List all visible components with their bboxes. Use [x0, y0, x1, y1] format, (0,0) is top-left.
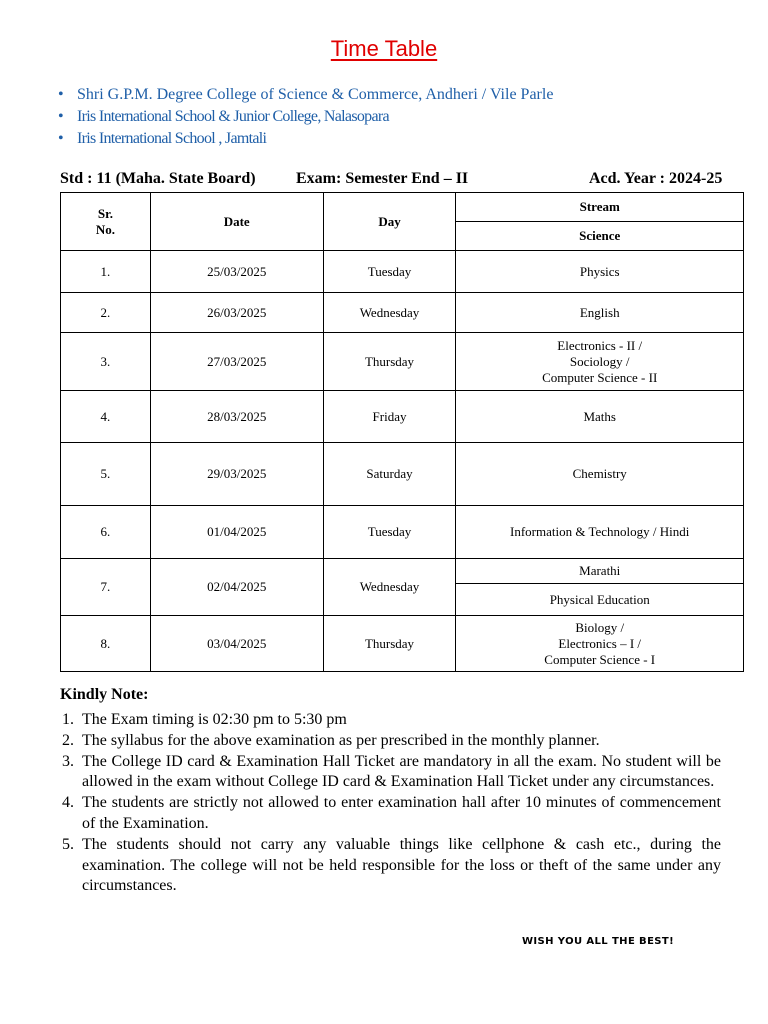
note-item — [62, 835, 721, 897]
note-text: The College ID card & Examination Hall Ticket are mandatory in all the exam. No student will be allowed in the exam without College ID card & Examination Hall Ticket under any circumstances. — [82, 752, 721, 791]
cell-sr-no: 8. — [61, 616, 151, 672]
note-number: 3. — [62, 752, 74, 770]
cell-sr-no: 7. — [61, 559, 151, 616]
cell-subject — [456, 616, 744, 672]
college-name: Iris International School & Junior College, Nalasopara — [77, 108, 389, 125]
cell-sr-no: 3. — [61, 333, 151, 391]
note-text: The Exam timing is 02:30 pm to 5:30 pm — [82, 711, 347, 728]
note-item — [62, 793, 721, 835]
college-list — [58, 84, 553, 150]
cell-date: 01/04/2025 — [150, 506, 323, 559]
cell-subject — [456, 251, 744, 293]
note-item — [62, 752, 721, 794]
notes-list — [62, 710, 721, 897]
cell-date: 29/03/2025 — [150, 443, 323, 506]
table-body — [61, 251, 744, 672]
table-row — [61, 559, 744, 584]
header-science: Science — [456, 222, 744, 251]
college-item — [58, 84, 553, 106]
note-number: 2. — [62, 731, 74, 749]
academic-year-label: Acd. Year : 2024-25 — [589, 170, 723, 187]
cell-day: Saturday — [323, 443, 456, 506]
header-date: Date — [150, 193, 323, 251]
table-row — [61, 443, 744, 506]
subject-line: Information & Technology / Hindi — [510, 524, 690, 539]
header-stream: Stream — [456, 193, 744, 222]
cell-day: Friday — [323, 391, 456, 443]
table-row — [61, 251, 744, 293]
subject-line: Sociology / — [569, 353, 630, 369]
cell-sr-no: 4. — [61, 391, 151, 443]
cell-subject — [456, 293, 744, 333]
college-item — [58, 128, 553, 150]
bullet-icon: • — [58, 86, 64, 103]
cell-subject: Physical Education — [456, 584, 744, 616]
note-text: The syllabus for the above examination as per prescribed in the monthly planner. — [82, 731, 600, 749]
notes-title: Kindly Note: — [60, 686, 149, 703]
cell-date: 27/03/2025 — [150, 333, 323, 391]
note-number: 5. — [62, 835, 74, 853]
subject-line: Biology / — [575, 619, 625, 635]
cell-day: Wednesday — [323, 293, 456, 333]
subject-line: English — [579, 304, 620, 320]
table-row — [61, 506, 744, 559]
exam-label: Exam: Semester End – II — [296, 170, 469, 187]
bullet-icon: • — [58, 108, 64, 125]
subject-line: Maths — [583, 408, 616, 424]
table-row — [61, 333, 744, 391]
cell-day: Tuesday — [323, 251, 456, 293]
subject-line: Electronics – I / — [558, 635, 642, 651]
subject-line: Chemistry — [572, 466, 627, 481]
cell-sr-no: 6. — [61, 506, 151, 559]
header-sr-no: Sr. No. — [61, 193, 151, 251]
cell-sr-no: 5. — [61, 443, 151, 506]
cell-date: 25/03/2025 — [150, 251, 323, 293]
bullet-icon: • — [58, 130, 64, 147]
college-name: Shri G.P.M. Degree College of Science & Commerce, Andheri / Vile Parle — [77, 86, 554, 103]
cell-date: 26/03/2025 — [150, 293, 323, 333]
cell-subject: Marathi — [456, 559, 744, 584]
note-text: The students should not carry any valuable things like cellphone & cash etc., during the examination. The college will not be held responsible for the loss or theft of the same under any circumstances. — [82, 835, 721, 895]
note-item — [62, 710, 721, 731]
cell-day: Thursday — [323, 616, 456, 672]
note-item — [62, 731, 721, 752]
subject-line: Physics — [579, 263, 620, 279]
cell-day: Wednesday — [323, 559, 456, 616]
cell-date: 03/04/2025 — [150, 616, 323, 672]
cell-sr-no: 1. — [61, 251, 151, 293]
table-row — [61, 616, 744, 672]
cell-day: Tuesday — [323, 506, 456, 559]
subject-line: Computer Science - I — [544, 651, 656, 667]
header-day: Day — [323, 193, 456, 251]
note-number: 4. — [62, 794, 74, 812]
closing-message: WISH YOU ALL THE BEST! — [522, 936, 675, 947]
cell-subject — [456, 391, 744, 443]
std-label: Std : 11 (Maha. State Board) — [60, 170, 256, 187]
subject-line: Computer Science - II — [542, 369, 658, 385]
cell-day: Thursday — [323, 333, 456, 391]
note-text: The students are strictly not allowed to enter examination hall after 10 minutes of commencement of the Examination. — [82, 794, 721, 832]
table-row — [61, 391, 744, 443]
note-number: 1. — [62, 711, 74, 728]
college-name: Iris International School , Jamtali — [77, 130, 267, 147]
cell-subject — [456, 506, 744, 559]
page-title: Time Table — [330, 36, 438, 61]
cell-subject — [456, 333, 744, 391]
cell-date: 02/04/2025 — [150, 559, 323, 616]
college-item — [58, 106, 553, 128]
table-row — [61, 293, 744, 333]
subject-line: Electronics - II / — [557, 337, 643, 353]
time-table — [60, 192, 744, 672]
cell-sr-no: 2. — [61, 293, 151, 333]
cell-date: 28/03/2025 — [150, 391, 323, 443]
cell-subject — [456, 443, 744, 506]
